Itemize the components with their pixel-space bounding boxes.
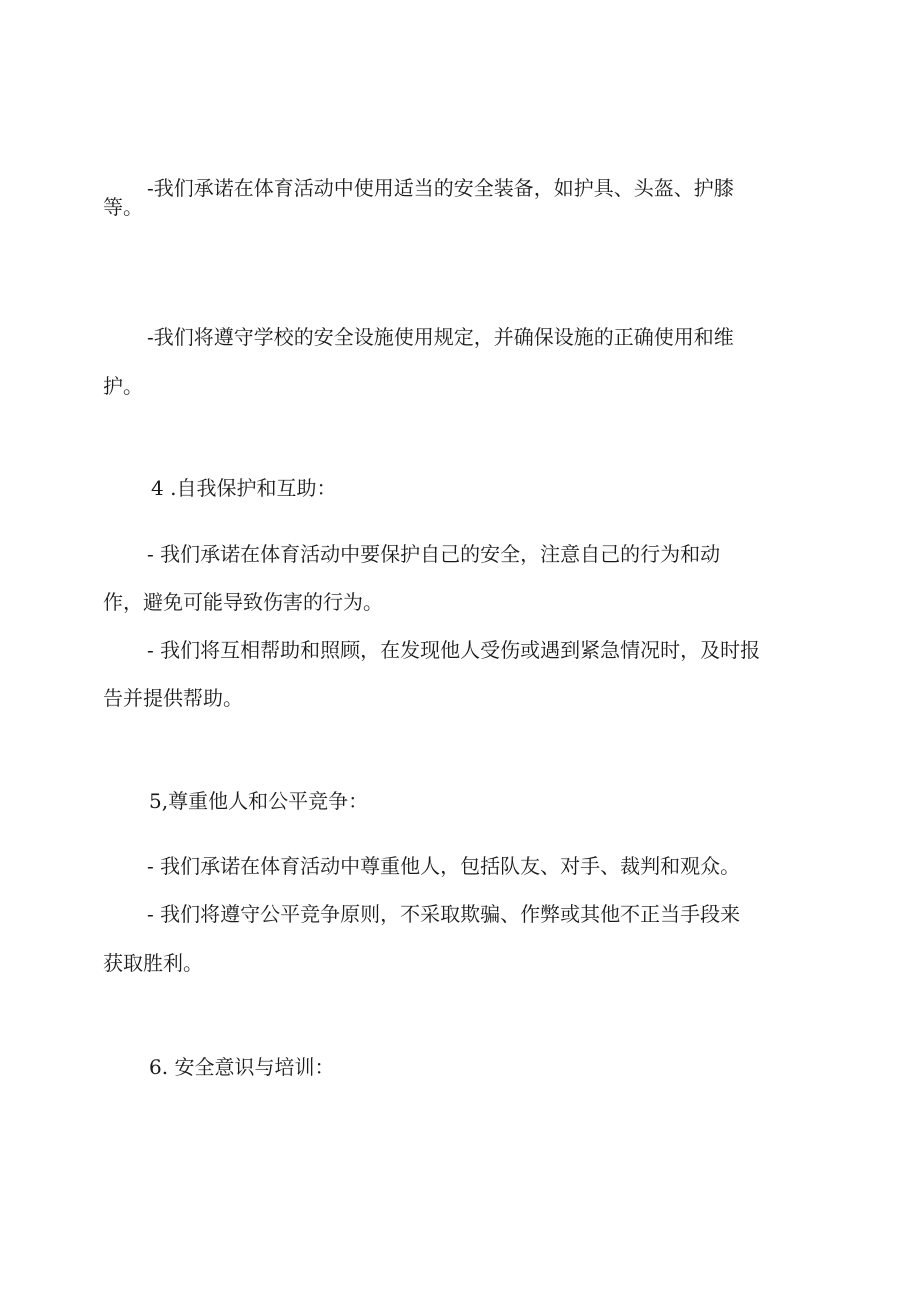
section-heading: 6. 安全意识与培训： xyxy=(149,1055,335,1079)
paragraph-line: 获取胜利。 xyxy=(103,951,203,975)
paragraph-line: 告并提供帮助。 xyxy=(103,686,243,710)
paragraph-line: - 我们将遵守公平竞争原则，不采取欺骗、作弊或其他不正当手段来 xyxy=(147,902,741,926)
paragraph-line: 等。 xyxy=(103,195,143,219)
paragraph-line: - 我们承诺在体育活动中尊重他人，包括队友、对手、裁判和观众。 xyxy=(147,854,741,878)
section-heading: 5,尊重他人和公平竞争： xyxy=(149,789,369,813)
paragraph-line: 作，避免可能导致伤害的行为。 xyxy=(103,590,383,614)
paragraph-line: -我们承诺在体育活动中使用适当的安全装备，如护具、头盔、护膝 xyxy=(147,176,734,200)
paragraph-line: - 我们将互相帮助和照顾，在发现他人受伤或遇到紧急情况时，及时报 xyxy=(147,638,761,662)
paragraph-line: - 我们承诺在体育活动中要保护自己的安全，注意自己的行为和动 xyxy=(147,542,721,566)
section-heading: 4 .自我保护和互助： xyxy=(151,476,337,500)
paragraph-line: 护。 xyxy=(103,374,143,398)
paragraph-line: -我们将遵守学校的安全设施使用规定，并确保设施的正确使用和维 xyxy=(147,325,734,349)
